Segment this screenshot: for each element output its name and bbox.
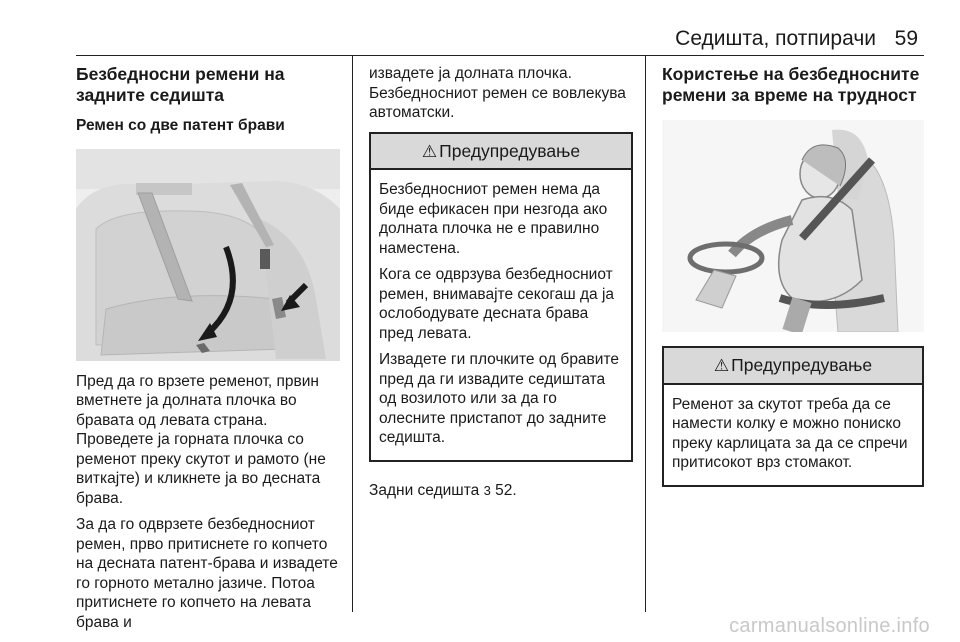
column-divider	[645, 56, 646, 612]
page-number: 59	[894, 27, 918, 50]
warning-paragraph: Ременот за скутот треба да се намести колку е можно пониско преку карлицата за да се спречи притисокот врз стомакот.	[672, 395, 908, 471]
pregnant-driver-seatbelt-illustration	[662, 120, 924, 332]
warning-paragraph: Кога се одврзува безбедносниот ремен, внимавајте секогаш да ја ослободувате десната брава пред левата.	[379, 266, 615, 342]
warning-header	[664, 348, 922, 385]
instruction-paragraph: Пред да го врзете ременот, првин вметнете ја долната плочка во бравата од левата страна. Проведете ја горната плочка со ременот преку скутот и рамото (не виткајте) и кликнете ја во десната брава.	[76, 372, 326, 507]
header-rule	[76, 55, 924, 56]
cross-reference-text: Задни седишта	[369, 481, 480, 499]
column-middle	[369, 64, 633, 500]
warning-triangle-icon: ⚠	[421, 141, 438, 161]
column-left	[76, 64, 342, 632]
reference-arrow-icon: 3	[483, 482, 491, 498]
warning-header	[371, 134, 631, 171]
column-right	[662, 64, 924, 487]
warning-paragraph: Извадете ги плочките од бравите пред да ги извадите седиштата од возилото или за да го олесните пристапот до задните седишта.	[379, 351, 619, 446]
header-title: Седишта, потпирачи	[675, 27, 876, 50]
continued-paragraph: извадете ја долната плочка. Безбедносниот ремен се вовлекува автоматски.	[369, 65, 626, 121]
subsection-heading: Ремен со две патент брави	[76, 117, 285, 134]
warning-triangle-icon: ⚠	[713, 356, 730, 375]
section-heading: Користење на безбедносните ремени за време на трудност	[662, 64, 920, 105]
rear-seat-belt-illustration	[76, 149, 340, 361]
warning-body	[371, 170, 631, 460]
watermark-text: carmanualsonline.info	[729, 615, 930, 637]
cross-reference-page: 52.	[495, 481, 517, 499]
column-divider	[352, 56, 353, 612]
warning-paragraph: Безбедносниот ремен нема да биде ефикасен при незгода ако долната плочка не е правилно наместена.	[379, 181, 608, 257]
warning-body	[664, 385, 922, 485]
warning-box	[662, 346, 924, 487]
cross-reference[interactable]	[369, 481, 633, 501]
section-heading: Безбедносни ремени на задните седишта	[76, 64, 285, 105]
warning-title: Предупредување	[439, 140, 581, 161]
warning-title: Предупредување	[731, 355, 873, 375]
instruction-paragraph: За да го одврзете безбедносниот ремен, прво притиснете го копчето на десната патент-брава и извадете го горното метално јазиче. Потоа притиснете го копчето на левата брава и	[76, 516, 338, 631]
warning-box	[369, 132, 633, 462]
